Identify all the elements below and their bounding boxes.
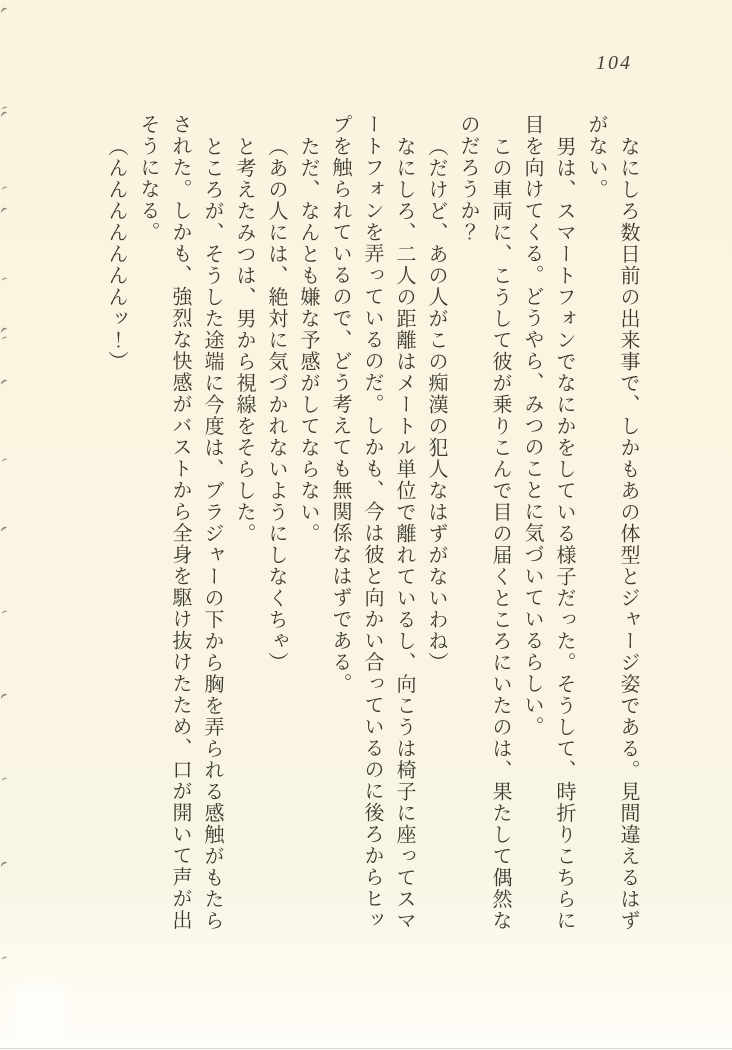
text-column: なにしろ数日前の出来事で、しかもあの体型とジャージ姿である。見間違えるはず <box>617 136 639 932</box>
page-edge-mark <box>1 186 8 193</box>
page-edge-mark <box>0 111 9 120</box>
text-column: と考えたみつは、男から視線をそらした。 <box>233 136 255 545</box>
text-column: （だけど、あの人がこの痴漢の犯人なはずがないわね） <box>425 136 447 674</box>
text-column: ところが、そうした途端に今度は、ブラジャーの下から胸を弄られる感触がもたら <box>201 136 223 932</box>
page-edge-mark <box>0 327 9 336</box>
page-edge-mark <box>1 277 8 284</box>
page-edge-mark <box>0 693 9 702</box>
text-column: （んんんんんんんッ！） <box>105 136 127 373</box>
text-column: （あの人には、絶対に気づかれないようにしなくちゃ） <box>265 136 287 674</box>
text-column: そうになる。 <box>137 114 159 243</box>
page-edge-mark <box>0 207 9 216</box>
page-edge-mark <box>0 7 9 16</box>
text-column: ートフォンを弄っているのだ。しかも、今は彼と向かい合っているのに後ろからヒッ <box>361 114 383 931</box>
page-edge-mark <box>1 336 8 343</box>
page-edge-mark <box>0 526 9 535</box>
text-column: この車両に、こうして彼が乗りこんで目の届くところにいたのは、果たして偶然な <box>489 136 511 932</box>
page-number: 104 <box>596 52 632 74</box>
text-column: された。しかも、強烈な快感がバストから全身を駆け抜けたため、口が開いて声が出 <box>169 114 191 931</box>
text-column: プを触られているので、どう考えても無関係なはずである。 <box>329 114 351 695</box>
page-edge-mark <box>1 956 8 963</box>
page-edge-mark <box>0 379 9 388</box>
page-edge-mark <box>1 777 8 784</box>
text-column: のだろうか？ <box>457 114 479 243</box>
page-edge-mark <box>0 861 9 870</box>
page-corner-highlight <box>14 982 66 1048</box>
text-column: 男は、スマートフォンでなにかをしている様子だった。そうして、時折りこちらに <box>553 136 575 932</box>
text-column: がない。 <box>585 114 607 200</box>
text-block <box>100 114 644 942</box>
text-column: 目を向けてくる。どうやら、みつのことに気づいているらしい。 <box>521 114 543 738</box>
page-edge-mark <box>1 610 8 617</box>
page-edge-mark <box>1 458 8 465</box>
text-column: なにしろ、二人の距離はメートル単位で離れているし、向こうは椅子に座ってスマ <box>393 136 415 932</box>
text-column: ただ、なんとも嫌な予感がしてならない。 <box>297 136 319 545</box>
